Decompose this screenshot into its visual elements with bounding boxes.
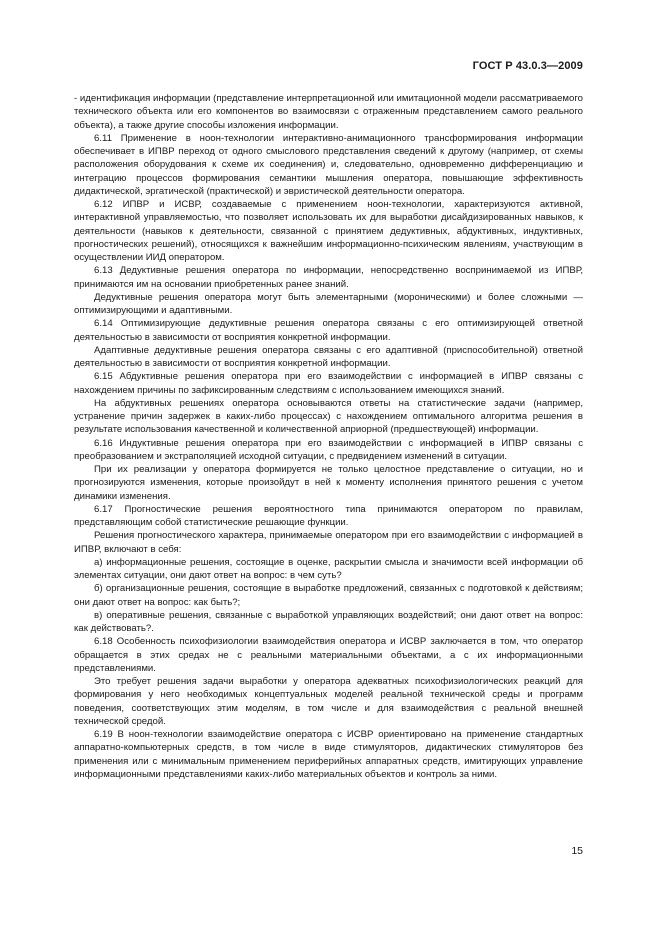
paragraph-6-18-cont: Это требует решения задачи выработки у оператора адекватных психофизиологических реакций для формирования у него необходимых концептуальных моделей реальной технической среды и программ поведения, соответствующих этим моделям, в том числе и для взаимодействия с реальной внешней технической средой. bbox=[74, 676, 583, 727]
standard-header: ГОСТ Р 43.0.3—2009 bbox=[472, 60, 583, 72]
paragraph-6-12: 6.12 ИПВР и ИСВР, создаваемые с применением ноон-технологии, характеризуются активной, интерактивной управляемостью, что позволяет использовать их для выработки дисайдизированных навыков, к деятельности (навыков к деятельности, связанной с принятием дедуктивных, абдуктивных, индуктивных, прогностических решений), относящихся к важнейшим информационно-психическим явлениям, участвующим в осуществлении ИИД оператором. bbox=[74, 199, 583, 263]
paragraph-6-18: 6.18 Особенность психофизиологии взаимодействия оператора и ИСВР заключается в том, что оператор обращается в этих средах не с реальными материальными объектами, а с их информационными представлениями. bbox=[74, 636, 583, 674]
list-item-a: а) информационные решения, состоящие в оценке, раскрытии смысла и значимости всей информации об элементах ситуации, они дают ответ на вопрос: в чем суть? bbox=[74, 556, 583, 581]
list-item-c: в) оперативные решения, связанные с выработкой управляющих воздействий; они дают ответ на вопрос: как действовать?. bbox=[74, 609, 583, 634]
page-number: 15 bbox=[571, 845, 583, 857]
paragraph-6-19: 6.19 В ноон-технологии взаимодействие оператора с ИСВР ориентировано на применение стандартных аппаратно-компьютерных средств, в том числе в виде стимуляторов, дидактических стимуляторов без применения или с минимальным применением периферийных аппаратных средств, имитирующих управление информационными представлениями каких-либо материальных объектов и контроль за ними. bbox=[74, 729, 583, 780]
paragraph-6-17: 6.17 Прогностические решения вероятностного типа принимаются оператором по правилам, представляющим собой статистические решающие функции. bbox=[74, 503, 583, 528]
list-item-b: б) организационные решения, состоящие в выработке предложений, связанных с подготовкой к действиям; они дают ответ на вопрос: как быть?; bbox=[74, 583, 583, 608]
paragraph-6-15: 6.15 Абдуктивные решения оператора при его взаимодействии с информацией в ИПВР связаны с нахождением причины по зафиксированным следствиям с использованием имеющихся знаний. bbox=[74, 371, 583, 396]
paragraph-6-14: 6.14 Оптимизирующие дедуктивные решения оператора связаны с его оптимизирующей ответной деятельностью в зависимости от восприятия конкретной информации. bbox=[74, 318, 583, 343]
paragraph-list-continuation: - идентификация информации (представление интерпретационной или имитационной модели рассматриваемого технического объекта или его компонентов во взаимосвязи с отраженным представлением самого реального объекта), а также другие способы изложения информации. bbox=[74, 93, 583, 131]
paragraph-6-14-cont: Адаптивные дедуктивные решения оператора связаны с его адаптивной (приспособительной) ответной деятельностью в зависимости от восприятия конкретной информации. bbox=[74, 344, 583, 369]
document-body bbox=[74, 92, 583, 781]
paragraph-6-13-cont: Дедуктивные решения оператора могут быть элементарными (мороническими) и более сложными — оптимизирующими и адаптивными. bbox=[74, 291, 583, 316]
paragraph-6-15-cont: На абдуктивных решениях оператора основываются ответы на статистические задачи (например, устранение причин задержек в каких-либо процессах) с нахождением оптимального алгоритма решения в результате использования качественной и количественной априорной (предшествующей) информации. bbox=[74, 397, 583, 436]
paragraph-6-16-cont: При их реализации у оператора формируется не только целостное представление о ситуации, но и прогнозируются изменения, которые произойдут в ней к моменту исполнения принятого решения с учетом динамики изменения. bbox=[74, 464, 583, 502]
paragraph-6-13: 6.13 Дедуктивные решения оператора по информации, непосредственно воспринимаемой из ИПВР, принимаются им на основании приобретенных ранее знаний. bbox=[74, 265, 583, 290]
paragraph-6-17-cont: Решения прогностического характера, принимаемые оператором при его взаимодействии с информацией в ИПВР, включают в себя: bbox=[74, 530, 583, 555]
paragraph-6-11: 6.11 Применение в ноон-технологии интерактивно-анимационного трансформирования информации обеспечивает в ИПВР переход от одного смыслового представления сведений к другому (например, от схемы расположения оборудования к схеме их соединения) и, следовательно, одновременно дифференциацию и интеграцию процессов формирования семантики мышления оператора, повышающие эффективность дидактической, эргатической (практической) и эвристической деятельности оператора. bbox=[74, 132, 583, 197]
paragraph-6-16: 6.16 Индуктивные решения оператора при его взаимодействии с информацией в ИПВР связаны с преобразованием и экстраполяцией исходной ситуации, с предвидением изменений в ситуации. bbox=[74, 437, 583, 462]
